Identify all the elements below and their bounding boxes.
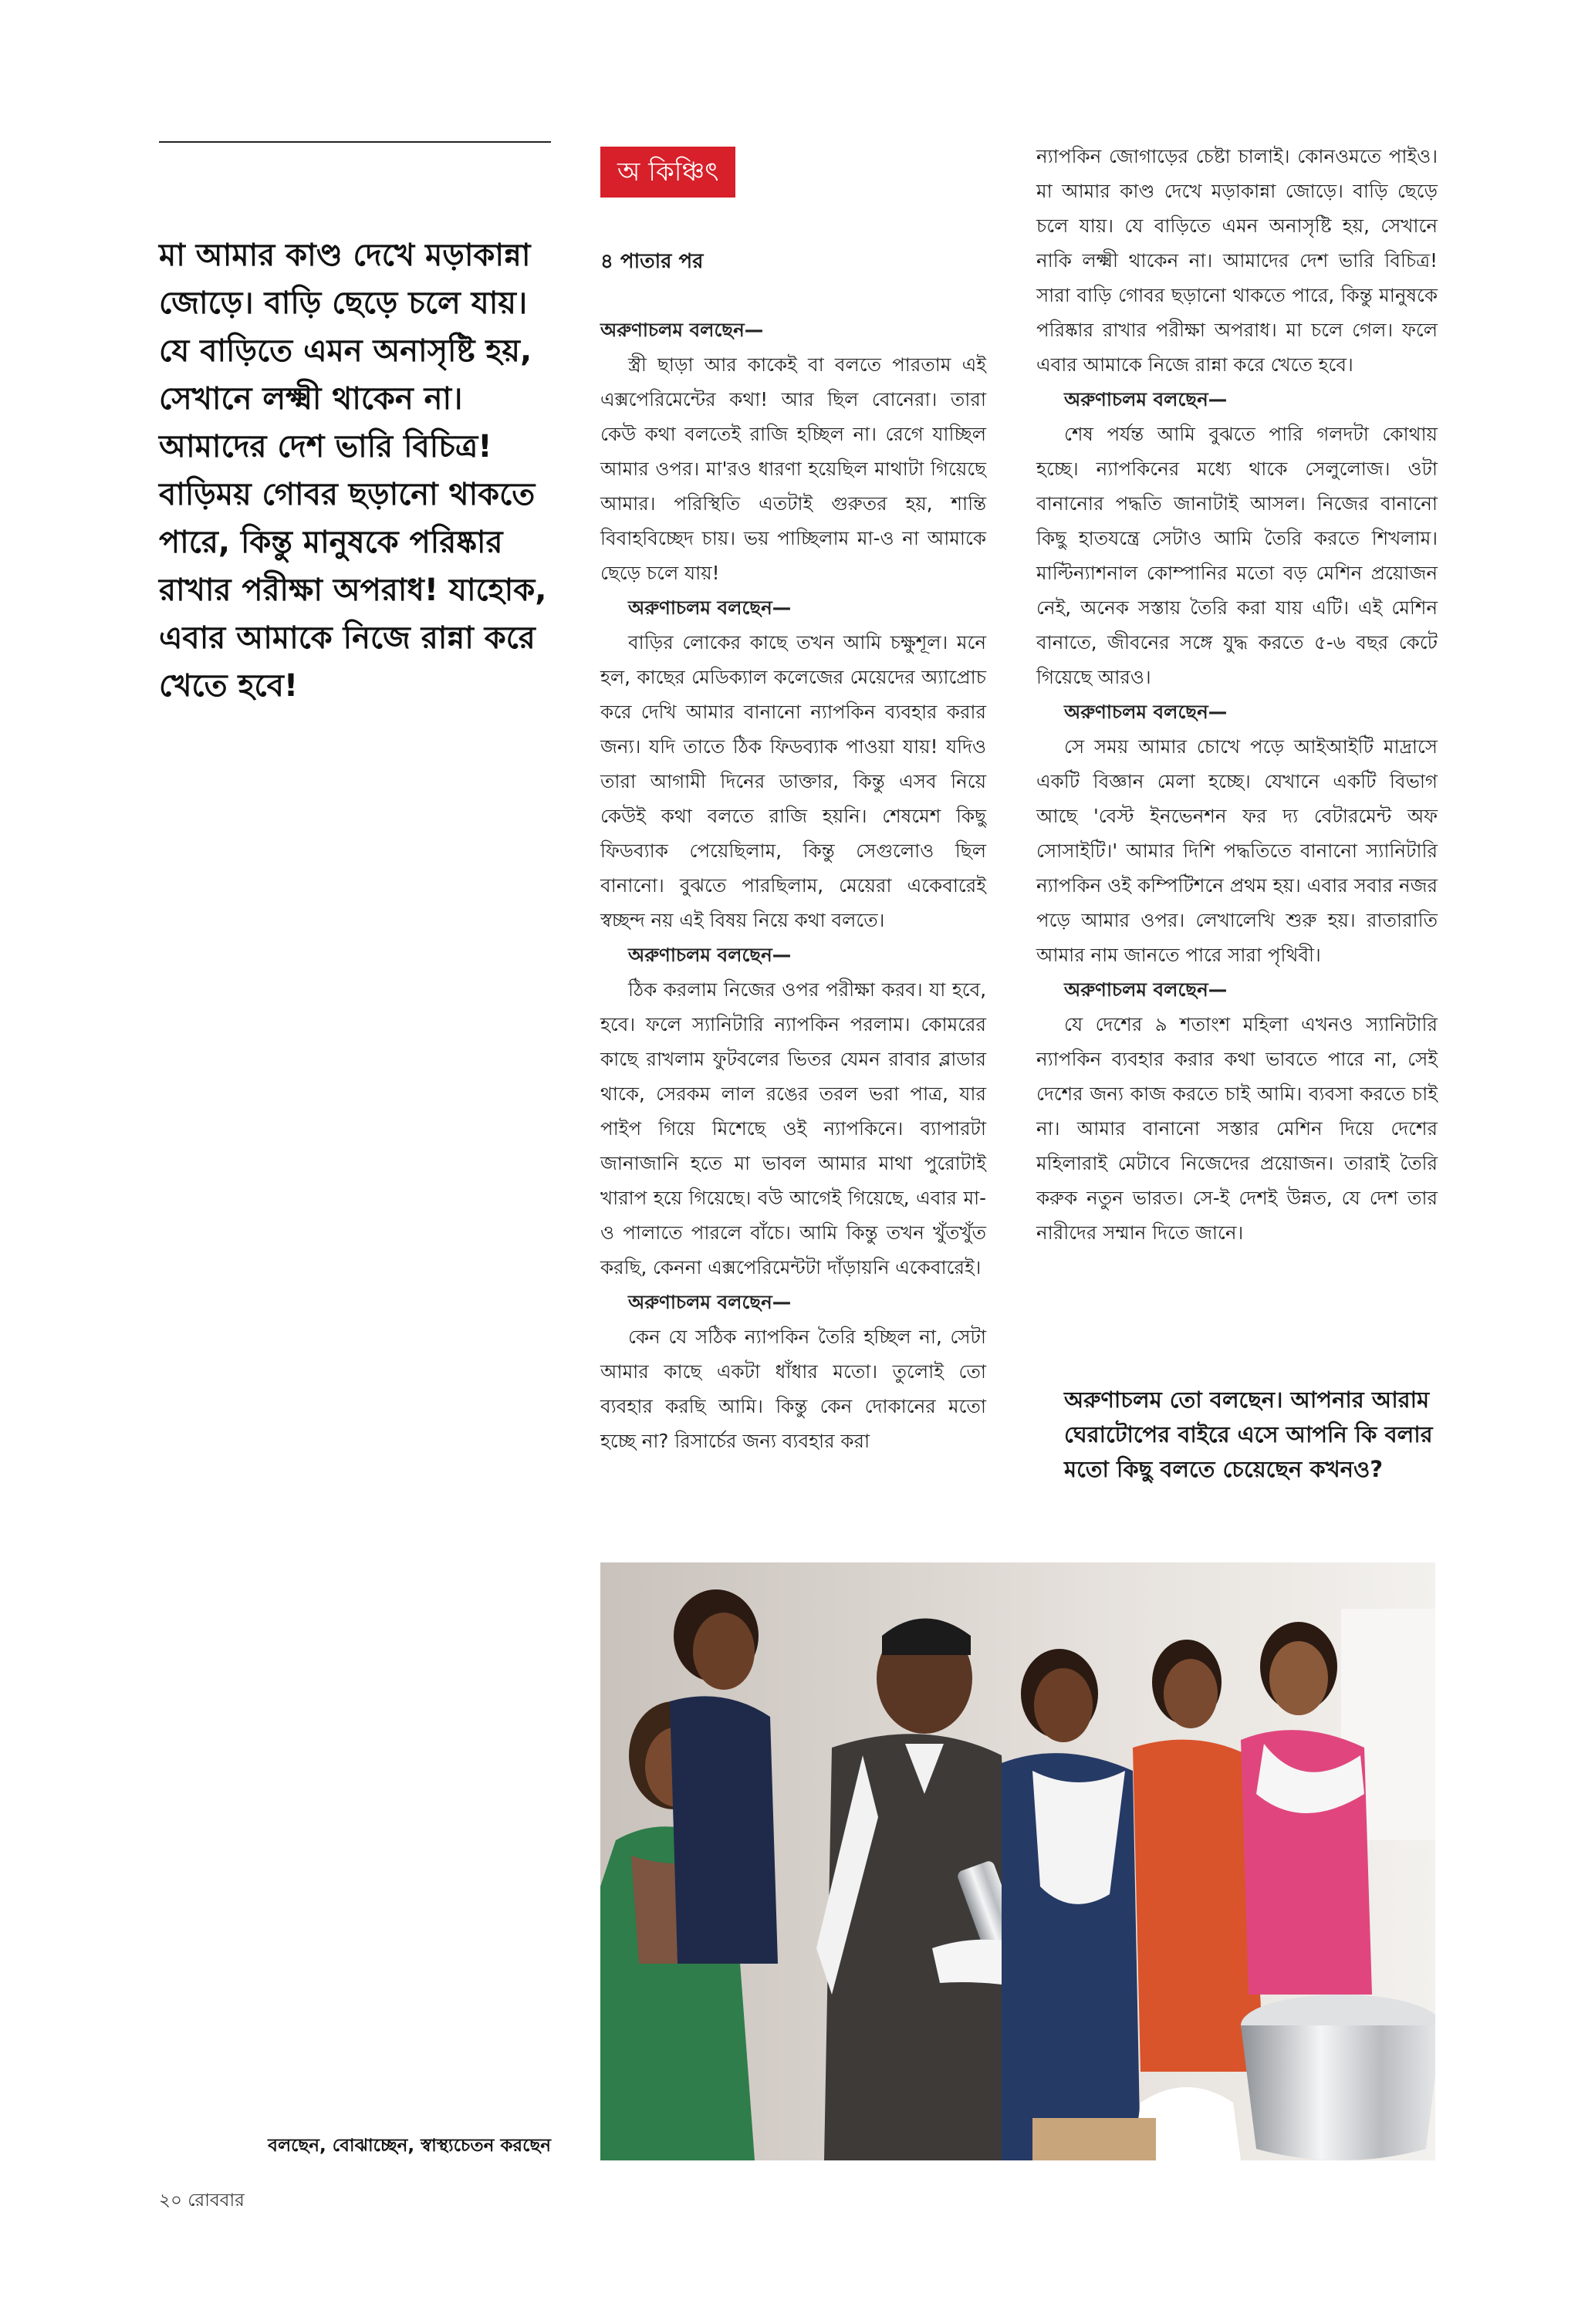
speaker-label: অরুণাচলম বলছেন— (1064, 388, 1228, 410)
paragraph: যে দেশের ৯ শতাংশ মহিলা এখনও স্যানিটারি ন্যাপকিন ব্যবহার করার কথা ভাবতে পারে না, সেই দেশের জন্য কাজ করতে চাই আমি। ব্যবসা করতে চাই না। আমার বানানো সস্তার মেশিন দিয়ে দেশের মহিলারাই মেটাবে নিজেদের প্রয়োজন। তারাই তৈরি করুক নতুন ভারত। সে-ই দেশই উন্নত, যে দেশ তার নারীদের সম্মান দিতে জানে। (1036, 1013, 1438, 1244)
paragraph: ঠিক করলাম নিজের ওপর পরীক্ষা করব। যা হবে, হবে। ফলে স্যানিটারি ন্যাপকিন পরলাম। কোমরের কাছে রাখলাম ফুটবলের ভিতর যেমন রাবার ব্লাডার থাকে, সেরকম লাল রঙের তরল ভরা পাত্র, যার পাইপ গিয়ে মিশেছে ওই ন্যাপকিনে। ব্যাপারটা জানাজানি হতে মা ভাবল আমার মাথা পুরোটাই খারাপ হয়ে গিয়েছে। বউ আগেই গিয়েছে, এবার মা-ও পালাতে পারলে বাঁচে। আমি কিন্তু তখন খুঁতখুঁত করছি, কেননা এক্সপেরিমেন্টটা দাঁড়ায়নি একেবারেই। (600, 978, 986, 1279)
paragraph: কেন যে সঠিক ন্যাপকিন তৈরি হচ্ছিল না, সেটা আমার কাছে একটা ধাঁধার মতো। তুলোই তো ব্যবহার করছি আমি। কিন্তু কেন দোকানের মতো হচ্ছে না? রিসার্চের জন্য ব্যবহার করা (600, 1326, 986, 1452)
closing-question: অরুণাচলম তো বলছেন। আপনার আরাম ঘেরাটোপের বাইরে এসে আপনি কি বলার মতো কিছু বলতে চেয়েছেন কখনও? (1064, 1387, 1433, 1482)
speaker-label: অরুণাচলম বলছেন— (628, 944, 792, 966)
paragraph: শেষ পর্যন্ত আমি বুঝতে পারি গলদটা কোথায় হচ্ছে। ন্যাপকিনের মধ্যে থাকে সেলুলোজ। ওটা বানানোর পদ্ধতি জানাটাই আসল। নিজের বানানো কিছু হাতযন্ত্রে সেটাও আমি তৈরি করতে শিখলাম। মাল্টিন্যাশনাল কোম্পানির মতো বড় মেশিন প্রয়োজন নেই, অনেক সস্তায় তৈরি করা যায় এটি। এই মেশিন বানাতে, জীবনের সঙ্গে যুদ্ধ করতে ৫-৬ বছর কেটে গিয়েছে আরও। (1036, 423, 1438, 688)
article-column-1 (600, 312, 986, 1458)
speaker-label: অরুণাচলম বলছেন— (628, 596, 792, 619)
article-column-2 (1036, 139, 1438, 1250)
photo-caption: বলছেন, বোঝাচ্ছেন, স্বাস্থ্যচেতন করছেন (268, 2136, 551, 2156)
speaker-label: অরুণাচলম বলছেন— (1064, 701, 1228, 723)
section-tag: অ কিঞ্চিৎ (600, 147, 735, 198)
pull-quote: মা আমার কাণ্ড দেখে মড়াকান্না জোড়ে। বাড়ি ছেড়ে চলে যায়। যে বাড়িতে এমন অনাসৃষ্টি হয়, সেখানে লক্ষ্মী থাকেন না। আমাদের দেশ ভারি বিচিত্র! বাড়িময় গোবর ছড়ানো থাকতে পারে, কিন্তু মানুষকে পরিষ্কার রাখার পরীক্ষা অপরাধ! যাহোক, এবার আমাকে নিজে রান্না করে খেতে হবে! (159, 238, 547, 704)
page-folio: ২০ রোববার (159, 2191, 245, 2211)
top-rule (159, 141, 551, 143)
paragraph: স্ত্রী ছাড়া আর কাকেই বা বলতে পারতাম এই এক্সপেরিমেন্টের কথা! আর ছিল বোনেরা। তারা কেউ কথা বলতেই রাজি হচ্ছিল না। রেগে যাচ্ছিল আমার ওপর। মা'রও ধারণা হয়েছিল মাথাটা গিয়েছে আমার। পরিস্থিতি এতটাই গুরুতর হয়, শান্তি বিবাহবিচ্ছেদ চায়। ভয় পাচ্ছিলাম মা-ও না আমাকে ছেড়ে চলে যায়! (600, 353, 986, 584)
article-photo (600, 1562, 1435, 2160)
speaker-label: অরুণাচলম বলছেন— (600, 319, 764, 341)
speaker-label: অরুণাচলম বলছেন— (628, 1291, 792, 1313)
speaker-label: অরুণাচলম বলছেন— (1064, 978, 1228, 1001)
paragraph: ন্যাপকিন জোগাড়ের চেষ্টা চালাই। কোনওমতে পাইও। মা আমার কাণ্ড দেখে মড়াকান্না জোড়ে। বাড়ি ছেড়ে চলে যায়। যে বাড়িতে এমন অনাসৃষ্টি হয়, সেখানে নাকি লক্ষ্মী থাকেন না। আমাদের দেশ ভারি বিচিত্র! সারা বাড়ি গোবর ছড়ানো থাকতে পারে, কিন্তু মানুষকে পরিষ্কার রাখার পরীক্ষা অপরাধ। মা চলে গেল। ফলে এবার আমাকে নিজে রান্না করে খেতে হবে। (1036, 145, 1438, 376)
paragraph: বাড়ির লোকের কাছে তখন আমি চক্ষুশূল। মনে হল, কাছের মেডিক্যাল কলেজের মেয়েদের অ্যাপ্রোচ করে দেখি আমার বানানো ন্যাপকিন ব্যবহার করার জন্য। যদি তাতে ঠিক ফিডব্যাক পাওয়া যায়! যদিও তারা আগামী দিনের ডাক্তার, কিন্তু এসব নিয়ে কেউই কথা বলতে রাজি হয়নি। শেষমেশ কিছু ফিডব্যাক পেয়েছিলাম, কিন্তু সেগুলোও ছিল বানানো। বুঝতে পারছিলাম, মেয়েরা একেবারেই স্বচ্ছন্দ নয় এই বিষয় নিয়ে কথা বলতে। (600, 631, 986, 931)
continued-from-label: ৪ পাতার পর (600, 250, 704, 273)
paragraph: সে সময় আমার চোখে পড়ে আইআইটি মাদ্রাসে একটি বিজ্ঞান মেলা হচ্ছে। যেখানে একটি বিভাগ আছে 'বেস্ট ইনভেনশন ফর দ্য বেটারমেন্ট অফ সোসাইটি।' আমার দিশি পদ্ধতিতে বানানো স্যানিটারি ন্যাপকিন ওই কম্পিটিশনে প্রথম হয়। এবার সবার নজর পড়ে আমার ওপর। লেখালেখি শুরু হয়। রাতারাতি আমার নাম জানতে পারে সারা পৃথিবী। (1036, 735, 1438, 966)
